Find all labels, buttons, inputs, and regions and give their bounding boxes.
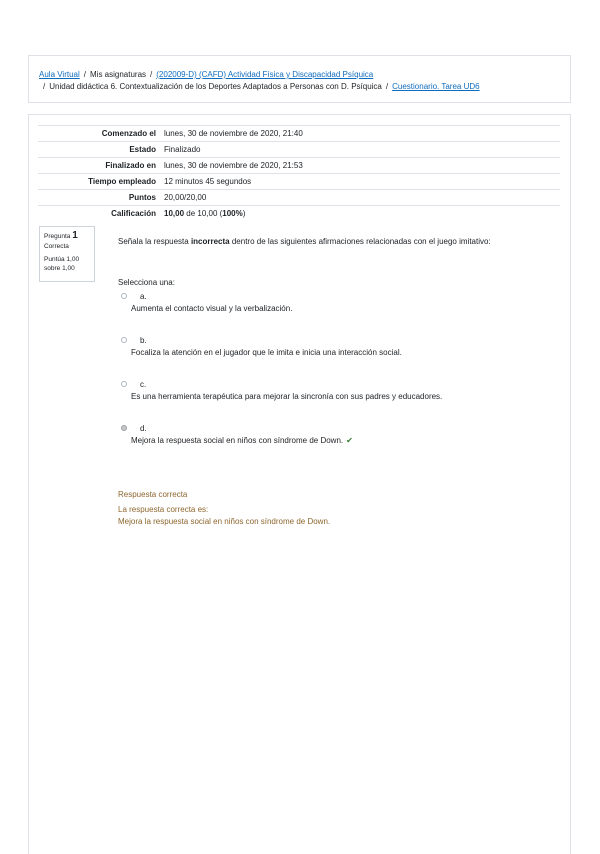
breadcrumb-unit[interactable]: Unidad didáctica 6. Contextualización de los Deportes Adaptados a Personas con D. Psíquica — [49, 82, 382, 91]
breadcrumb-line-1 — [39, 70, 373, 79]
radio-button[interactable] — [121, 293, 127, 299]
summary-value: Finalizado — [162, 142, 560, 158]
question-prefix: Pregunta — [44, 233, 71, 240]
radio-button-selected[interactable] — [121, 425, 127, 431]
question-text-before: Señala la respuesta — [118, 237, 191, 246]
main-region — [28, 114, 571, 854]
question-state: Correcta — [44, 243, 69, 250]
summary-label: Calificación — [38, 206, 162, 222]
right-answer-text: Mejora la respuesta social en niños con síndrome de Down. — [118, 517, 331, 526]
breadcrumb-separator: / — [150, 70, 153, 79]
answer-text: Es una herramienta terapéutica para mejorar la sincronía con sus padres y educadores. — [131, 392, 443, 401]
question-grade: Puntúa 1,00 sobre 1,00 — [44, 256, 80, 272]
grade-mid: de 10,00 ( — [184, 209, 223, 218]
summary-value: lunes, 30 de noviembre de 2020, 21:40 — [162, 126, 560, 142]
checkmark-icon: ✔ — [346, 436, 353, 445]
radio-button[interactable] — [121, 337, 127, 343]
summary-row-state — [38, 142, 560, 158]
summary-label: Estado — [38, 142, 162, 158]
breadcrumb-quiz-link[interactable]: Cuestionario. Tarea UD6 — [392, 82, 480, 91]
answer-text-value: Mejora la respuesta social en niños con síndrome de Down. — [131, 436, 344, 445]
question-text-bold: incorrecta — [190, 237, 230, 246]
radio-button[interactable] — [121, 381, 127, 387]
answer-text — [131, 436, 353, 445]
feedback-status: Respuesta correcta — [118, 490, 188, 499]
summary-row-finished — [38, 158, 560, 174]
breadcrumb-separator: / — [83, 70, 86, 79]
summary-value — [162, 206, 560, 222]
summary-value: 20,00/20,00 — [162, 190, 560, 206]
summary-label: Puntos — [38, 190, 162, 206]
question-number-value: 1 — [72, 230, 78, 241]
answer-letter: a. — [140, 292, 147, 301]
grade-end: ) — [242, 209, 246, 218]
question-text — [118, 237, 491, 246]
question-number — [44, 231, 90, 241]
attempt-summary-table — [38, 125, 560, 221]
summary-row-points — [38, 190, 560, 206]
summary-value: lunes, 30 de noviembre de 2020, 21:53 — [162, 158, 560, 174]
grade-score: 10,00 — [164, 209, 185, 218]
summary-value: 12 minutos 45 segundos — [162, 174, 560, 190]
breadcrumb-separator: / — [385, 82, 389, 91]
summary-label: Tiempo empleado — [38, 174, 162, 190]
answer-text: Focaliza la atención en el jugador que le imita e inicia una interacción social. — [131, 348, 402, 357]
grade-percent: 100% — [222, 209, 243, 218]
right-answer-label: La respuesta correcta es: — [118, 505, 209, 514]
answer-letter: d. — [140, 424, 147, 433]
summary-label: Comenzado el — [38, 126, 162, 142]
question-info-box — [39, 226, 95, 282]
breadcrumb-aula-virtual-link[interactable]: Aula Virtual — [39, 70, 80, 79]
answer-letter: c. — [140, 380, 147, 389]
answer-letter: b. — [140, 336, 147, 345]
breadcrumb-mis-asignaturas[interactable]: Mis asignaturas — [90, 70, 147, 79]
summary-label: Finalizado en — [38, 158, 162, 174]
question-text-after: dentro de las siguientes afirmaciones relacionadas con el juego imitativo: — [229, 237, 491, 246]
breadcrumb-line-2 — [43, 82, 480, 91]
summary-row-started — [38, 126, 560, 142]
summary-row-grade — [38, 206, 560, 222]
answer-prompt: Selecciona una: — [118, 278, 175, 287]
answer-text: Aumenta el contacto visual y la verbalización. — [131, 304, 293, 313]
summary-row-time — [38, 174, 560, 190]
breadcrumb-course-link[interactable]: (202009-D) (CAFD) Actividad Física y Discapacidad Psíquica — [156, 70, 374, 79]
breadcrumb — [28, 55, 571, 103]
breadcrumb-separator: / — [43, 82, 46, 91]
